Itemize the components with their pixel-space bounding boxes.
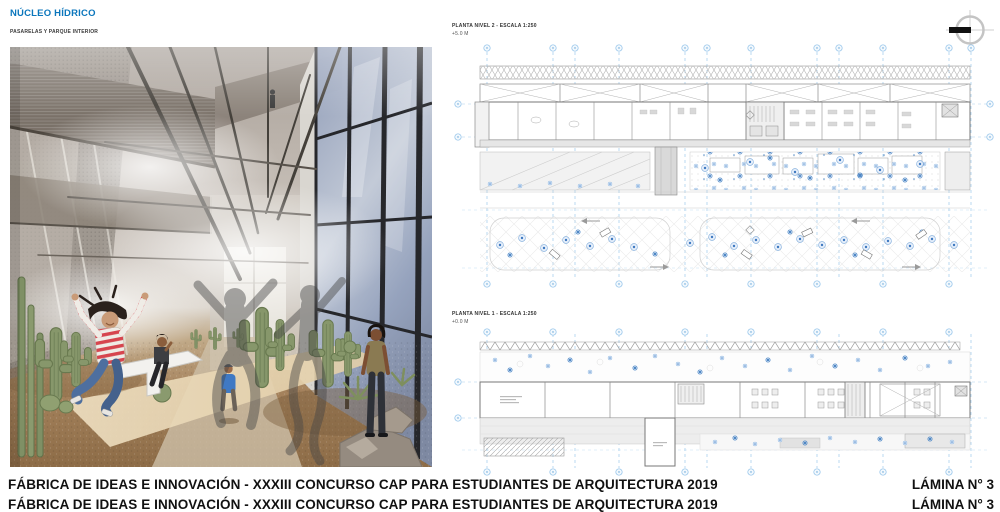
plan2-building	[475, 84, 970, 147]
plan1-garden-strip	[480, 352, 970, 382]
plan2-planters	[690, 152, 970, 190]
sheet-number: LÁMINA N° 3	[911, 477, 994, 492]
competition-title-clipped: FÁBRICA DE IDEAS E INNOVACIÓN - XXXIII CONCURSO CAP PARA ESTUDIANTES DE ARQUITECTURA 2019	[8, 497, 718, 512]
plan-level1-drawing	[450, 326, 995, 476]
render-image	[10, 47, 432, 467]
plan-level2-elevation: +5.0 M	[452, 30, 469, 37]
render-scene	[10, 47, 432, 467]
plan-level1-elevation: +0.0 M	[452, 318, 469, 325]
plan-level1-label	[452, 311, 537, 326]
plan2-roof-truss	[480, 66, 970, 79]
plan-level2-title: PLANTA NIVEL 2 - ESCALA 1:250	[452, 23, 537, 29]
plan1-roof-edge	[480, 342, 960, 350]
page-title: NÚCLEO HÍDRICO	[10, 8, 96, 19]
plan1-building	[480, 382, 970, 418]
plan2-terrace	[480, 147, 677, 195]
competition-title: FÁBRICA DE IDEAS E INNOVACIÓN - XXXIII CONCURSO CAP PARA ESTUDIANTES DE ARQUITECTURA 2019	[8, 477, 718, 492]
plan-level1-title: PLANTA NIVEL 1 - ESCALA 1:250	[452, 311, 537, 317]
sheet-number-clipped: LÁMINA N° 3	[911, 497, 994, 512]
plan1-lower-plaza	[480, 418, 970, 466]
plan-level2-label	[452, 23, 537, 38]
page-subtitle: PASARELAS Y PARQUE INTERIOR	[10, 29, 99, 35]
plan-level2-drawing	[450, 40, 995, 292]
